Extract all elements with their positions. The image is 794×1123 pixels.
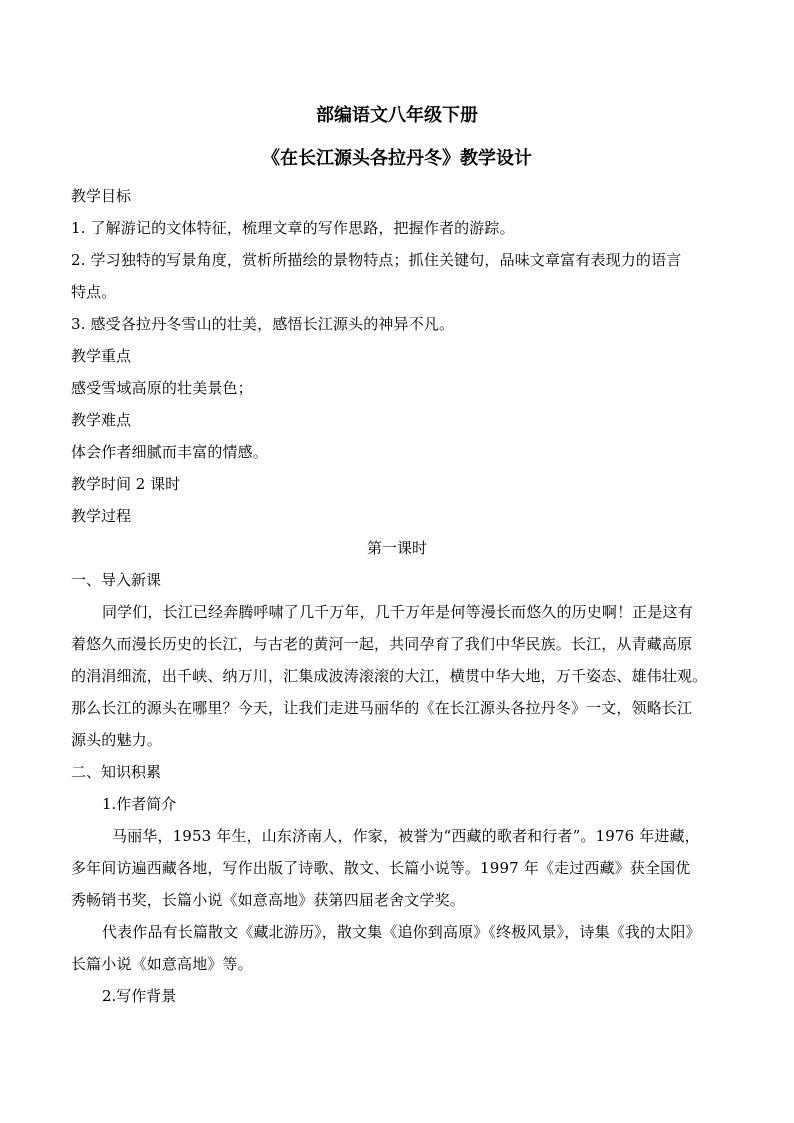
document-title-grade: 部编语文八年级下册 — [316, 105, 478, 126]
teaching-time: 教学时间 2 课时 — [71, 475, 181, 493]
writing-background-heading: 2.写作背景 — [102, 987, 177, 1005]
works-paragraph-line: 长篇小说《如意高地》等。 — [71, 955, 253, 973]
lesson-one-heading: 第一课时 — [366, 539, 427, 557]
intro-paragraph-line: 的涓涓细流，出千峡、纳万川，汇集成波涛滚滚的大江，横贯中华大地，万千姿态、雄伟壮观。 — [71, 667, 708, 685]
key-points-heading: 教学重点 — [71, 347, 132, 365]
section-intro-heading: 一、导入新课 — [71, 571, 162, 589]
author-paragraph-line: 多年间访遍西藏各地，写作出版了诗歌、散文、长篇小说等。1997 年《走过西藏》获全国优 — [71, 859, 691, 877]
intro-paragraph-line: 着悠久而漫长历史的长江，与古老的黄河一起，共同孕育了我们中华民族。长江，从青藏高原 — [71, 635, 693, 653]
author-intro-heading: 1.作者简介 — [102, 795, 177, 813]
intro-paragraph-line: 源头的魅力。 — [71, 731, 162, 749]
section-knowledge-heading: 二、知识积累 — [71, 763, 162, 781]
objective-item-3: 3. 感受各拉丹冬雪山的壮美，感悟长江源头的神异不凡。 — [71, 315, 455, 333]
objectives-heading: 教学目标 — [71, 187, 132, 205]
works-paragraph-line: 代表作品有长篇散文《藏北游历》，散文集《追你到高原》《终极风景》，诗集《我的太阳》 — [102, 923, 701, 941]
key-points-text: 感受雪域高原的壮美景色； — [71, 379, 253, 397]
teaching-process-heading: 教学过程 — [71, 507, 132, 525]
difficult-points-text: 体会作者细腻而丰富的情感。 — [71, 443, 268, 461]
objective-item-1: 1. 了解游记的文体特征，梳理文章的写作思路，把握作者的游踪。 — [71, 219, 515, 237]
author-paragraph-line: 马丽华，1953 年生，山东济南人，作家，被誉为“西藏的歌者和行者”。1976 年进藏， — [112, 827, 700, 845]
intro-paragraph-line: 那么长江的源头在哪里？今天，让我们走进马丽华的《在长江源头各拉丹冬》一文，领略长江 — [71, 699, 693, 717]
document-title-lesson: 《在长江源头各拉丹冬》教学设计 — [262, 148, 532, 169]
objective-item-2-line-1: 2. 学习独特的写景角度，赏析所描绘的景物特点；抓住关键句，品味文章富有表现力的语言 — [71, 251, 682, 269]
difficult-points-heading: 教学难点 — [71, 411, 132, 429]
objective-item-2-line-2: 特点。 — [71, 283, 117, 301]
intro-paragraph-line: 同学们，长江已经奔腾呼啸了几千万年，几千万年是何等漫长而悠久的历史啊！正是这有 — [102, 603, 693, 621]
author-paragraph-line: 秀畅销书奖，长篇小说《如意高地》获第四届老舍文学奖。 — [71, 891, 465, 909]
